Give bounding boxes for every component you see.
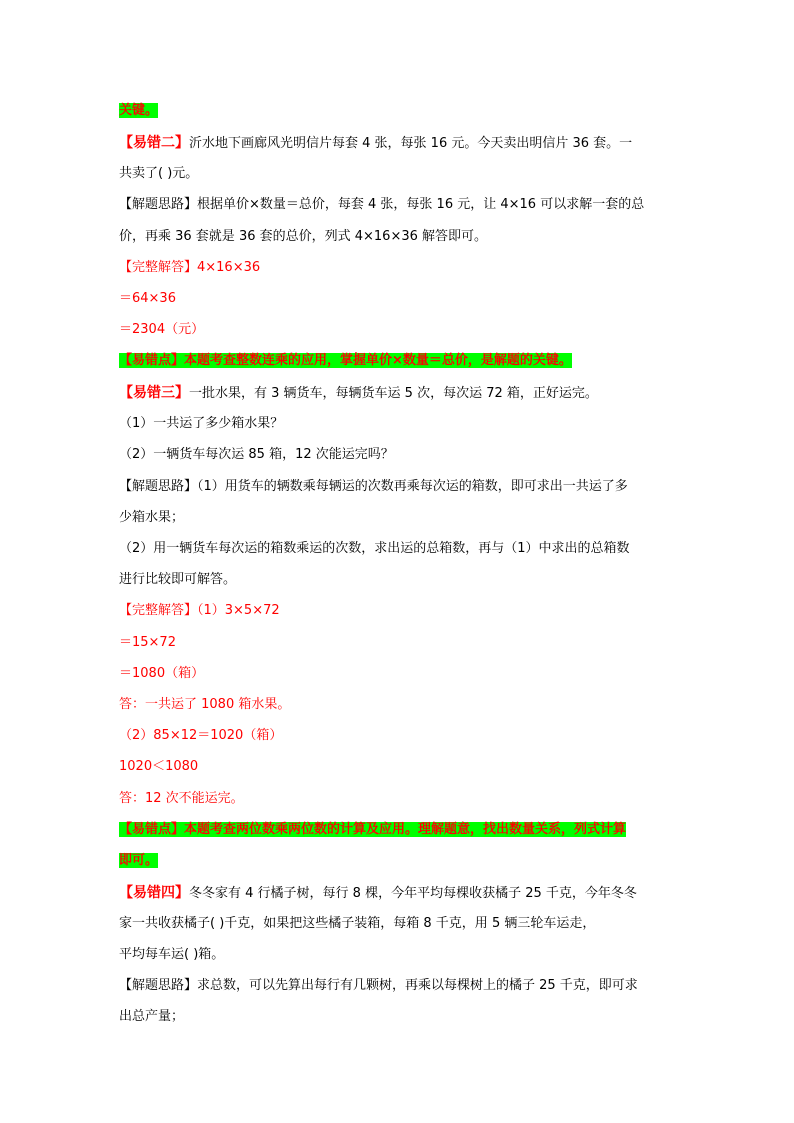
answer-text: 答：一共运了 1080 箱水果。 bbox=[119, 697, 291, 712]
text-line bbox=[119, 383, 598, 403]
question-text: 家一共收获橘子( )千克，如果把这些橘子装箱，每箱 8 千克，用 5 辆三轮车运走， bbox=[119, 916, 596, 931]
text-line bbox=[119, 914, 595, 934]
solution-idea-text: 进行比较即可解答。 bbox=[119, 572, 237, 587]
solution-idea-text: （2）用一辆货车每次运的箱数乘运的次数，求出运的总箱数，再与（1）中求出的总箱数 bbox=[119, 541, 630, 556]
highlighted-note: 即可。 bbox=[119, 853, 159, 868]
answer-text: ＝15×72 bbox=[119, 635, 176, 650]
text-line bbox=[119, 258, 260, 278]
question-text: 一批水果，有 3 辆货车，每辆货车运 5 次，每次运 72 箱，正好运完。 bbox=[189, 386, 598, 401]
text-line bbox=[119, 883, 637, 903]
highlighted-note: 关键。 bbox=[119, 103, 159, 118]
solution-idea-text: 【解题思路】（1）用货车的辆数乘每辆运的次数再乘每次运的箱数，即可求出一共运了多 bbox=[119, 479, 628, 494]
text-line bbox=[119, 133, 632, 153]
question-text: 沂水地下画廊风光明信片每套 4 张，每张 16 元。今天卖出明信片 36 套。一 bbox=[189, 136, 633, 151]
text-line bbox=[119, 664, 204, 684]
question-text: 平均每车运( )箱。 bbox=[119, 947, 225, 962]
text-line bbox=[119, 976, 638, 996]
text-line bbox=[119, 601, 280, 621]
answer-text: （2）85×12＝1020（箱） bbox=[119, 728, 283, 743]
text-line bbox=[119, 320, 204, 340]
text-line bbox=[119, 539, 630, 559]
answer-text: 【完整解答】4×16×36 bbox=[119, 260, 261, 275]
text-line bbox=[119, 1007, 184, 1027]
answer-text: ＝2304（元） bbox=[119, 322, 205, 337]
question-tag: 【易错二】 bbox=[119, 135, 189, 151]
text-line bbox=[119, 164, 198, 184]
question-text: 共卖了( )元。 bbox=[119, 166, 199, 181]
text-line bbox=[119, 820, 626, 840]
question-text: （2）一辆货车每次运 85 箱，12 次能运完吗？ bbox=[119, 447, 394, 462]
question-text: （1）一共运了多少箱水果？ bbox=[119, 416, 284, 431]
text-line bbox=[119, 195, 644, 215]
solution-idea-text: 价，再乘 36 套就是 36 套的总价，列式 4×16×36 解答即可。 bbox=[119, 229, 488, 244]
answer-text: 答：12 次不能运完。 bbox=[119, 791, 244, 806]
answer-text: 1020＜1080 bbox=[119, 759, 199, 774]
text-line bbox=[119, 726, 282, 746]
text-line bbox=[119, 851, 158, 871]
text-line bbox=[119, 101, 158, 121]
text-line bbox=[119, 945, 224, 965]
solution-idea-text: 【解题思路】根据单价×数量＝总价，每套 4 张，每张 16 元，让 4×16 可以求解一套的总 bbox=[119, 197, 645, 212]
text-line bbox=[119, 477, 628, 497]
text-line bbox=[119, 445, 394, 465]
solution-idea-text: 出总产量； bbox=[119, 1009, 185, 1024]
text-line bbox=[119, 695, 290, 715]
answer-text: ＝1080（箱） bbox=[119, 666, 205, 681]
question-text: 冬冬家有 4 行橘子树，每行 8 棵，今年平均每棵收获橘子 25 千克，今年冬冬 bbox=[189, 886, 637, 901]
text-line bbox=[119, 289, 176, 309]
text-line bbox=[119, 757, 198, 777]
solution-idea-text: 【解题思路】求总数，可以先算出每行有几颗树，再乘以每棵树上的橘子 25 千克，即可求 bbox=[119, 978, 638, 993]
question-tag: 【易错四】 bbox=[119, 885, 189, 901]
text-line bbox=[119, 508, 184, 528]
text-line bbox=[119, 789, 244, 809]
answer-text: 【完整解答】（1）3×5×72 bbox=[119, 603, 280, 618]
text-line bbox=[119, 570, 236, 590]
text-line bbox=[119, 414, 283, 434]
highlighted-note: 【易错点】本题考查整数连乘的应用，掌握单价×数量＝总价，是解题的关键。 bbox=[119, 353, 572, 368]
answer-text: ＝64×36 bbox=[119, 291, 176, 306]
text-line bbox=[119, 351, 572, 371]
highlighted-note: 【易错点】本题考查两位数乘两位数的计算及应用。理解题意，找出数量关系，列式计算 bbox=[119, 822, 627, 837]
solution-idea-text: 少箱水果； bbox=[119, 510, 185, 525]
text-line bbox=[119, 633, 176, 653]
question-tag: 【易错三】 bbox=[119, 385, 189, 401]
text-line bbox=[119, 227, 487, 247]
